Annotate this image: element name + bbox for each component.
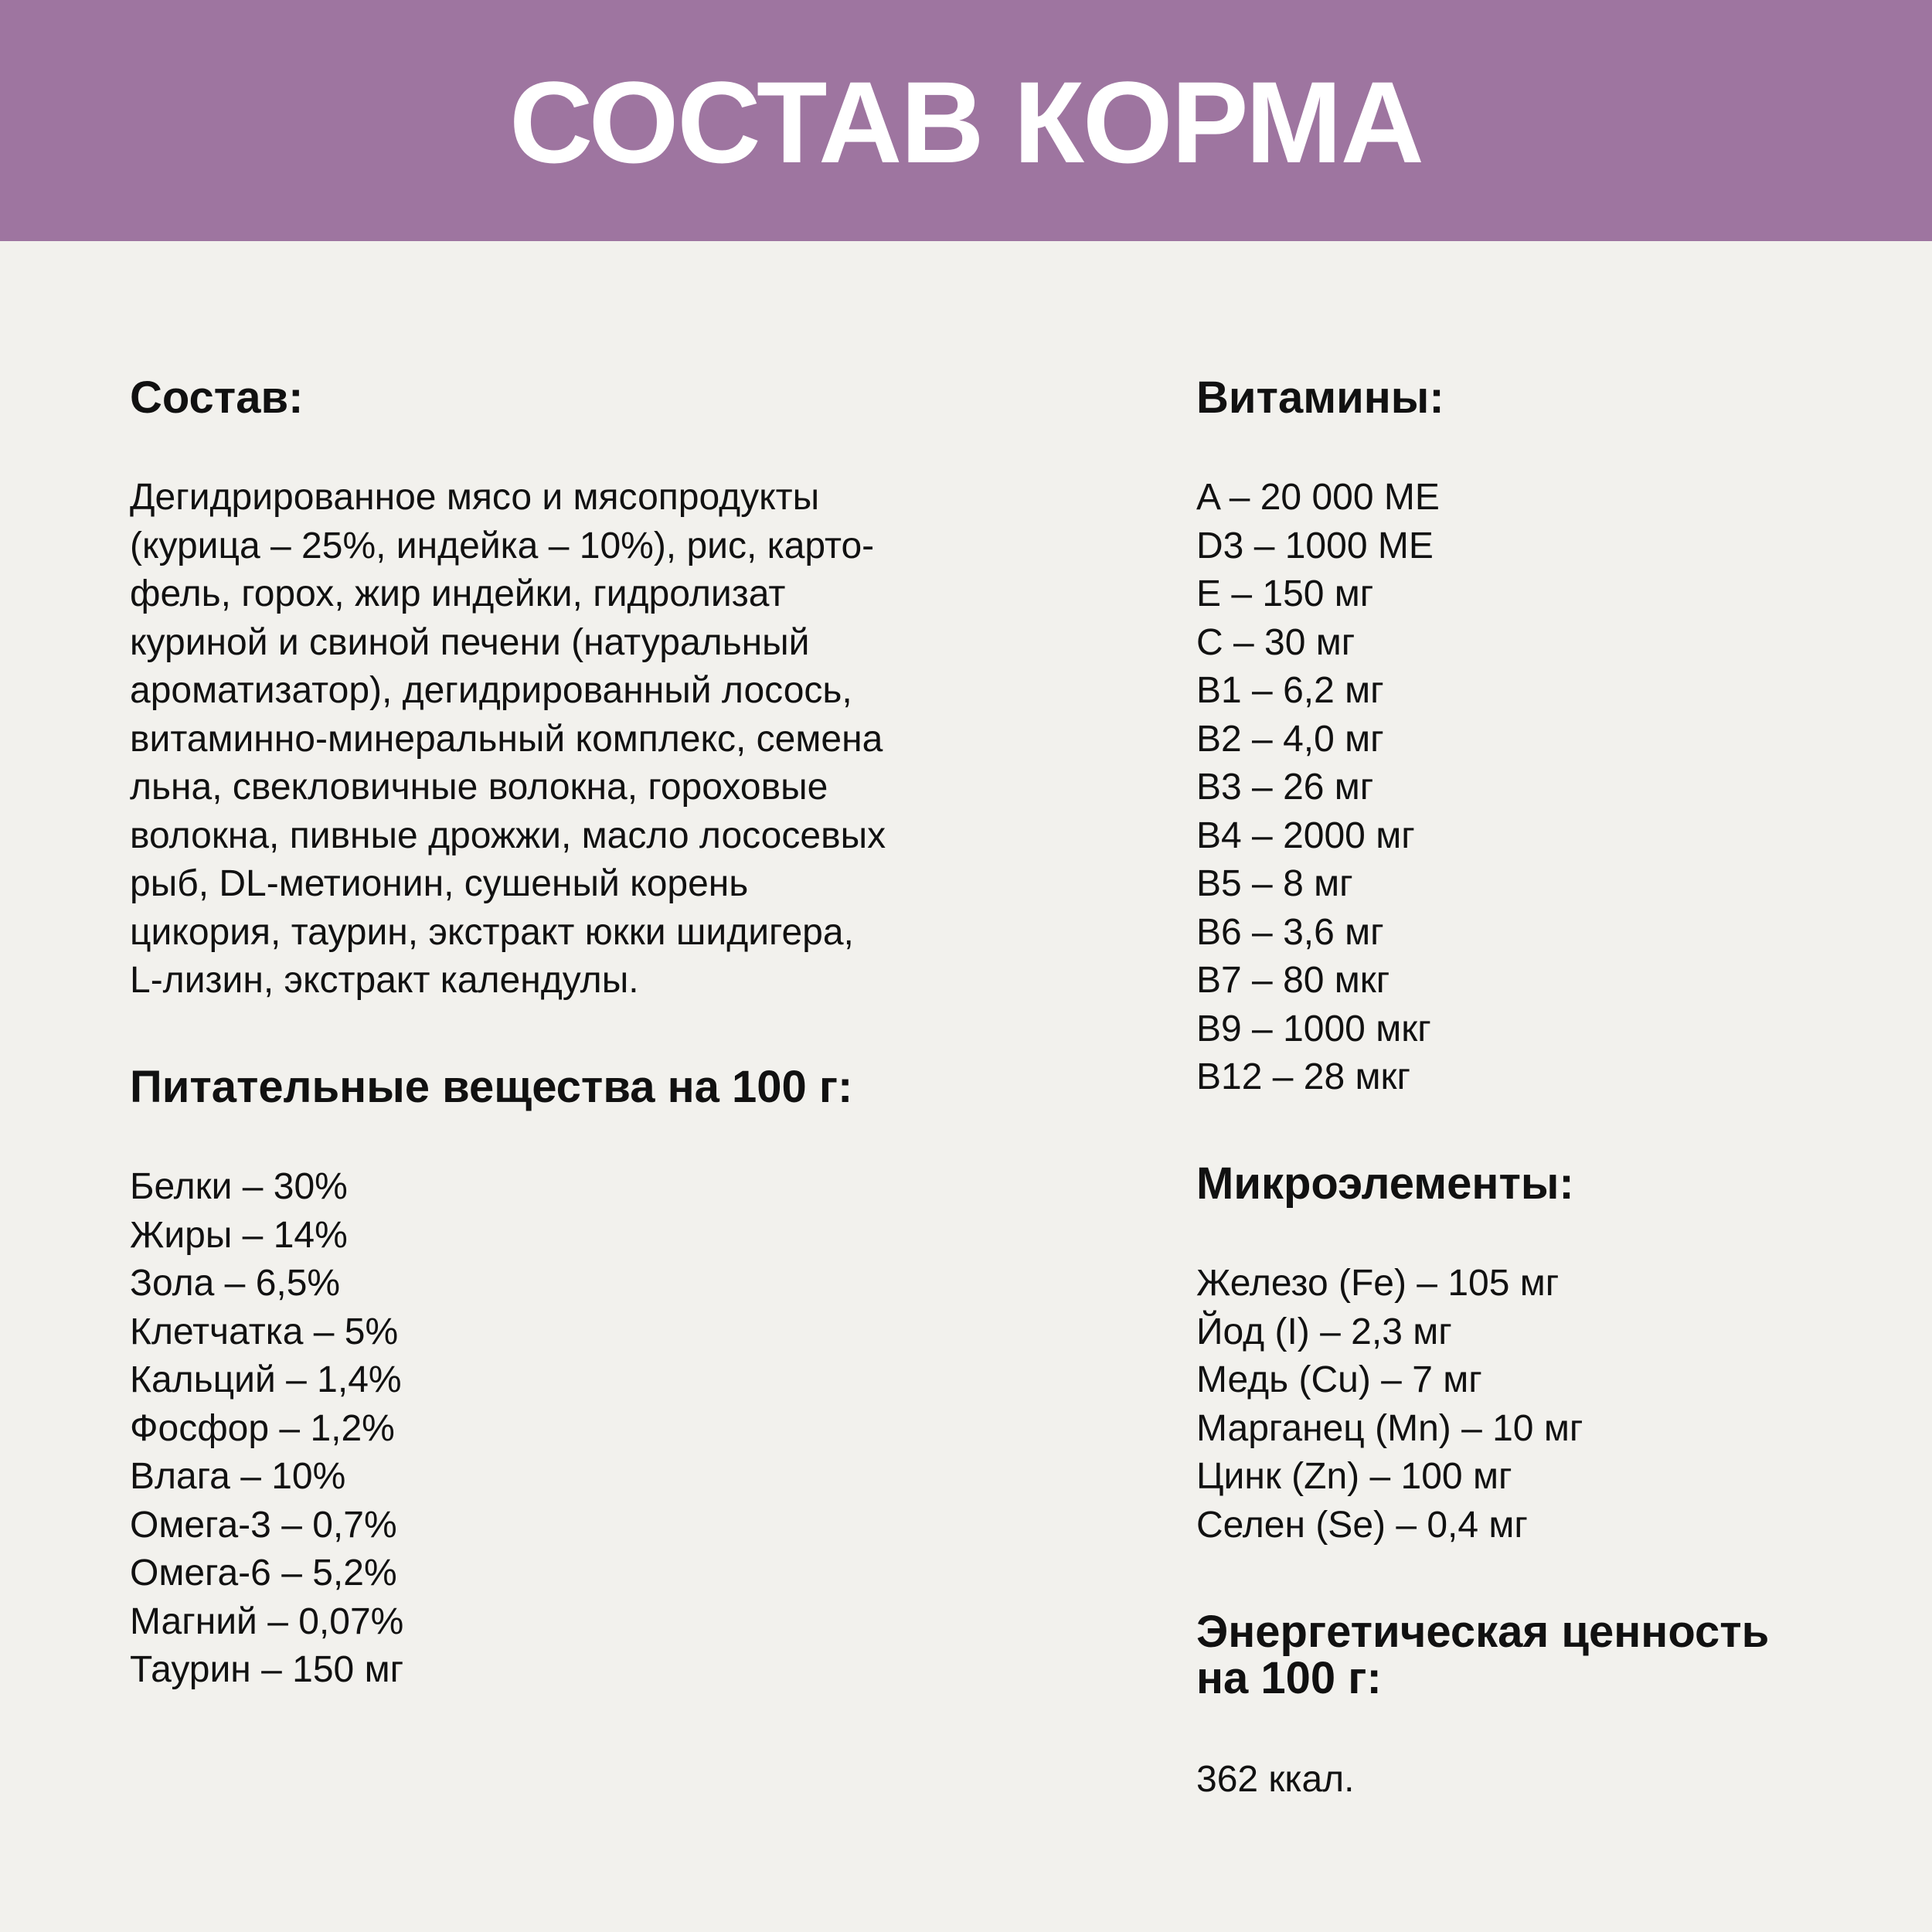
list-item: Жиры – 14% — [130, 1214, 348, 1256]
list-item: Марганец (Mn) – 10 мг — [1196, 1407, 1583, 1449]
energy-heading — [1196, 1609, 1769, 1702]
list-item: Йод (I) – 2,3 мг — [1196, 1311, 1452, 1352]
list-item: Клетчатка – 5% — [130, 1311, 399, 1352]
list-item: B1 – 6,2 мг — [1196, 670, 1384, 711]
energy-heading-line: Энергетическая ценность — [1196, 1607, 1770, 1657]
list-item: Омега-3 – 0,7% — [130, 1504, 397, 1546]
list-item: Белки – 30% — [130, 1166, 348, 1207]
nutrients-list — [130, 1163, 403, 1695]
microelements-list — [1196, 1260, 1583, 1549]
composition-line: L-лизин, экстракт календулы. — [130, 960, 639, 1001]
list-item: B3 – 26 мг — [1196, 767, 1374, 808]
list-item: C – 30 мг — [1196, 621, 1355, 663]
microelements-heading: Микроэлементы: — [1196, 1158, 1574, 1209]
list-item: Таурин – 150 мг — [130, 1649, 404, 1690]
list-item: B5 – 8 мг — [1196, 863, 1353, 904]
header-banner — [0, 0, 1932, 241]
list-item: B4 – 2000 мг — [1196, 815, 1415, 856]
composition-line: Дегидрированное мясо и мясопродукты — [130, 477, 820, 518]
list-item: Магний – 0,07% — [130, 1600, 404, 1642]
list-item: Цинк (Zn) – 100 мг — [1196, 1456, 1512, 1497]
energy-heading-line: на 100 г: — [1196, 1653, 1382, 1703]
composition-line: (курица – 25%, индейка – 10%), рис, карто- — [130, 525, 875, 566]
composition-line: льна, свекловичные волокна, гороховые — [130, 767, 828, 808]
composition-line: волокна, пивные дрожжи, масло лососевых — [130, 815, 886, 856]
list-item: Омега-6 – 5,2% — [130, 1553, 397, 1594]
composition-line: фель, горох, жир индейки, гидролизат — [130, 573, 786, 614]
list-item: Железо (Fe) – 105 мг — [1196, 1263, 1560, 1304]
vitamins-heading: Витамины: — [1196, 372, 1444, 423]
list-item: Фосфор – 1,2% — [130, 1407, 395, 1449]
list-item: A – 20 000 МЕ — [1196, 477, 1440, 518]
composition-line: витаминно-минеральный комплекс, семена — [130, 718, 883, 760]
composition-line: ароматизатор), дегидрированный лосось, — [130, 670, 852, 711]
composition-heading: Состав: — [130, 372, 304, 423]
list-item: Кальций – 1,4% — [130, 1359, 402, 1400]
page-title: СОСТАВ КОРМА — [509, 57, 1423, 187]
list-item: Селен (Se) – 0,4 мг — [1196, 1504, 1528, 1546]
composition-line: куриной и свиной печени (натуральный — [130, 621, 810, 663]
composition-text — [130, 474, 886, 1005]
composition-line: рыб, DL-метионин, сушеный корень — [130, 863, 749, 904]
list-item: B9 – 1000 мкг — [1196, 1008, 1431, 1049]
list-item: E – 150 мг — [1196, 573, 1374, 614]
list-item: B6 – 3,6 мг — [1196, 911, 1384, 953]
list-item: Зола – 6,5% — [130, 1263, 341, 1304]
list-item: B2 – 4,0 мг — [1196, 718, 1384, 760]
list-item: B7 – 80 мкг — [1196, 960, 1390, 1001]
energy-value: 362 ккал. — [1196, 1759, 1355, 1800]
list-item: D3 – 1000 МЕ — [1196, 525, 1434, 566]
list-item: Медь (Cu) – 7 мг — [1196, 1359, 1482, 1400]
list-item: B12 – 28 мкг — [1196, 1056, 1411, 1097]
list-item: Влага – 10% — [130, 1456, 346, 1497]
nutrients-heading: Питательные вещества на 100 г: — [130, 1062, 853, 1112]
vitamins-list — [1196, 474, 1440, 1102]
composition-line: цикория, таурин, экстракт юкки шидигера, — [130, 911, 854, 953]
